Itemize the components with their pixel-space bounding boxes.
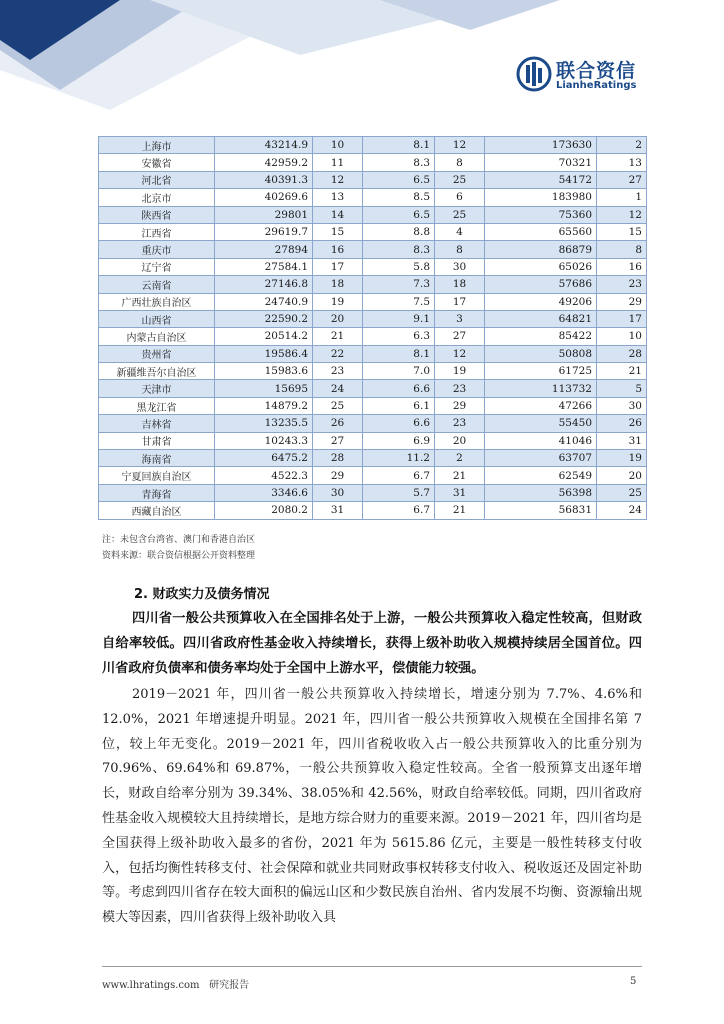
value-cell: 12 xyxy=(313,171,363,188)
value-cell: 75360 xyxy=(485,206,597,223)
table-row xyxy=(99,467,647,484)
value-cell: 8.1 xyxy=(363,137,435,154)
table-row xyxy=(99,397,647,414)
table-row xyxy=(99,450,647,467)
region-name-cell: 天津市 xyxy=(99,380,215,397)
value-cell: 57686 xyxy=(485,276,597,293)
region-name-cell: 青海省 xyxy=(99,484,215,501)
value-cell: 29 xyxy=(597,293,647,310)
section-body: 2019－2021 年，四川省一般公共预算收入持续增长，增速分别为 7.7%、4.6%和 12.0%，2021 年增速提升明显。2021 年，四川省一般公共预算收入规模在全国排名第 7 位，较上年无变化。2019－2021 年，四川省税收收入占一般公共预算收入的比重分别为 70.96%、69.64%和 69.87%，一般公共预算收入稳定性较高。全省一般预算支出逐年增长，财政自给率分别为 39.34%、38.05%和 42.56%，财政自给率较低。同期，四川省政府性基金收入规模较大且持续增长，是地方综合财力的重要来源。2019－2021 年，四川省均是全国获得上级补助收入最多的省份，2021 年为 5615.86 亿元，主要是一般性转移支付收入，包括均衡性转移支付、社会保障和就业共同财政事权转移支付收入、税收返还及固定补助等。考虑到四川省存在较大面积的偏远山区和少数民族自治州、省内发展不均衡、资源输出规模大等因素，四川省获得上级补助收入具 xyxy=(102,687,642,926)
region-name-cell: 甘肃省 xyxy=(99,432,215,449)
value-cell: 8.3 xyxy=(363,241,435,258)
value-cell: 47266 xyxy=(485,397,597,414)
value-cell: 25 xyxy=(435,206,485,223)
table-body xyxy=(99,137,647,520)
value-cell: 8.5 xyxy=(363,189,435,206)
value-cell: 17 xyxy=(435,293,485,310)
value-cell: 15 xyxy=(597,223,647,240)
value-cell: 12 xyxy=(435,137,485,154)
value-cell: 86879 xyxy=(485,241,597,258)
value-cell: 6.7 xyxy=(363,502,435,519)
value-cell: 22590.2 xyxy=(215,310,313,327)
region-name-cell: 上海市 xyxy=(99,137,215,154)
value-cell: 24 xyxy=(597,502,647,519)
value-cell: 19586.4 xyxy=(215,345,313,362)
region-name-cell: 山西省 xyxy=(99,310,215,327)
value-cell: 12 xyxy=(597,206,647,223)
value-cell: 29 xyxy=(313,467,363,484)
value-cell: 6.1 xyxy=(363,397,435,414)
footer-label: 研究报告 xyxy=(209,980,250,991)
value-cell: 30 xyxy=(597,397,647,414)
value-cell: 8.3 xyxy=(363,154,435,171)
region-name-cell: 陕西省 xyxy=(99,206,215,223)
region-name-cell: 海南省 xyxy=(99,450,215,467)
region-name-cell: 江西省 xyxy=(99,223,215,240)
value-cell: 20 xyxy=(313,310,363,327)
value-cell: 27 xyxy=(313,432,363,449)
value-cell: 42959.2 xyxy=(215,154,313,171)
value-cell: 21 xyxy=(597,363,647,380)
region-name-cell: 宁夏回族自治区 xyxy=(99,467,215,484)
value-cell: 183980 xyxy=(485,189,597,206)
value-cell: 23 xyxy=(313,363,363,380)
value-cell: 7.5 xyxy=(363,293,435,310)
value-cell: 17 xyxy=(597,310,647,327)
value-cell: 25 xyxy=(597,484,647,501)
value-cell: 61725 xyxy=(485,363,597,380)
value-cell: 7.0 xyxy=(363,363,435,380)
table-row xyxy=(99,206,647,223)
value-cell: 31 xyxy=(313,502,363,519)
section-summary: 四川省一般公共预算收入在全国排名处于上游，一般公共预算收入稳定性较高，但财政自给率较低。四川省政府性基金收入持续增长，获得上级补助收入规模持续居全国首位。四川省政府负债率和债务率均处于全国中上游水平，偿债能力较强。 xyxy=(102,611,642,676)
value-cell: 41046 xyxy=(485,432,597,449)
table-source: 资料来源：联合资信根据公开资料整理 xyxy=(102,551,256,561)
region-name-cell: 云南省 xyxy=(99,276,215,293)
table-row xyxy=(99,137,647,154)
value-cell: 4 xyxy=(435,223,485,240)
value-cell: 7.3 xyxy=(363,276,435,293)
table-row xyxy=(99,380,647,397)
value-cell: 2080.2 xyxy=(215,502,313,519)
value-cell: 8 xyxy=(435,154,485,171)
value-cell: 15 xyxy=(313,223,363,240)
footer-divider xyxy=(102,966,642,967)
brand-logo xyxy=(516,54,646,94)
value-cell: 6.9 xyxy=(363,432,435,449)
value-cell: 14 xyxy=(313,206,363,223)
value-cell: 5.8 xyxy=(363,258,435,275)
value-cell: 22 xyxy=(313,345,363,362)
region-name-cell: 广西壮族自治区 xyxy=(99,293,215,310)
value-cell: 40269.6 xyxy=(215,189,313,206)
value-cell: 17 xyxy=(313,258,363,275)
value-cell: 10 xyxy=(597,328,647,345)
value-cell: 54172 xyxy=(485,171,597,188)
value-cell: 5.7 xyxy=(363,484,435,501)
value-cell: 20 xyxy=(435,432,485,449)
value-cell: 8.1 xyxy=(363,345,435,362)
value-cell: 3 xyxy=(435,310,485,327)
value-cell: 40391.3 xyxy=(215,171,313,188)
region-name-cell: 重庆市 xyxy=(99,241,215,258)
value-cell: 28 xyxy=(313,450,363,467)
value-cell: 65560 xyxy=(485,223,597,240)
region-name-cell: 吉林省 xyxy=(99,415,215,432)
value-cell: 70321 xyxy=(485,154,597,171)
value-cell: 14879.2 xyxy=(215,397,313,414)
region-name-cell: 辽宁省 xyxy=(99,258,215,275)
value-cell: 6475.2 xyxy=(215,450,313,467)
brand-name-cn: 联合资信 xyxy=(556,60,637,82)
value-cell: 18 xyxy=(435,276,485,293)
region-name-cell: 贵州省 xyxy=(99,345,215,362)
table-row xyxy=(99,276,647,293)
value-cell: 21 xyxy=(313,328,363,345)
value-cell: 4522.3 xyxy=(215,467,313,484)
value-cell: 11.2 xyxy=(363,450,435,467)
value-cell: 29619.7 xyxy=(215,223,313,240)
value-cell: 11 xyxy=(313,154,363,171)
value-cell: 10243.3 xyxy=(215,432,313,449)
page-number: 5 xyxy=(630,976,637,987)
value-cell: 8 xyxy=(435,241,485,258)
table-row xyxy=(99,345,647,362)
value-cell: 56398 xyxy=(485,484,597,501)
value-cell: 15983.6 xyxy=(215,363,313,380)
value-cell: 113732 xyxy=(485,380,597,397)
value-cell: 18 xyxy=(313,276,363,293)
value-cell: 28 xyxy=(597,345,647,362)
value-cell: 173630 xyxy=(485,137,597,154)
value-cell: 5 xyxy=(597,380,647,397)
value-cell: 30 xyxy=(435,258,485,275)
value-cell: 21 xyxy=(435,467,485,484)
value-cell: 30 xyxy=(313,484,363,501)
value-cell: 31 xyxy=(435,484,485,501)
value-cell: 56831 xyxy=(485,502,597,519)
table-row xyxy=(99,484,647,501)
table-row xyxy=(99,154,647,171)
value-cell: 63707 xyxy=(485,450,597,467)
value-cell: 1 xyxy=(597,189,647,206)
value-cell: 6 xyxy=(435,189,485,206)
value-cell: 13 xyxy=(597,154,647,171)
table-row xyxy=(99,189,647,206)
region-name-cell: 北京市 xyxy=(99,189,215,206)
value-cell: 43214.9 xyxy=(215,137,313,154)
table-row xyxy=(99,171,647,188)
value-cell: 2 xyxy=(597,137,647,154)
value-cell: 49206 xyxy=(485,293,597,310)
table-row xyxy=(99,363,647,380)
section-title: 2. 财政实力及债务情况 xyxy=(134,587,270,602)
value-cell: 9.1 xyxy=(363,310,435,327)
value-cell: 20514.2 xyxy=(215,328,313,345)
value-cell: 85422 xyxy=(485,328,597,345)
value-cell: 27146.8 xyxy=(215,276,313,293)
value-cell: 27 xyxy=(435,328,485,345)
value-cell: 13 xyxy=(313,189,363,206)
value-cell: 55450 xyxy=(485,415,597,432)
table-row xyxy=(99,241,647,258)
value-cell: 25 xyxy=(435,171,485,188)
value-cell: 27894 xyxy=(215,241,313,258)
value-cell: 19 xyxy=(313,293,363,310)
value-cell: 27 xyxy=(597,171,647,188)
value-cell: 23 xyxy=(435,380,485,397)
region-name-cell: 安徽省 xyxy=(99,154,215,171)
value-cell: 6.5 xyxy=(363,206,435,223)
table-row xyxy=(99,328,647,345)
footer-source xyxy=(102,976,249,991)
region-name-cell: 新疆维吾尔自治区 xyxy=(99,363,215,380)
brand-name-en: LianheRatings xyxy=(556,80,637,91)
table-row xyxy=(99,223,647,240)
value-cell: 6.6 xyxy=(363,380,435,397)
table-row xyxy=(99,415,647,432)
value-cell: 8 xyxy=(597,241,647,258)
footer-site-link[interactable]: www.lhratings.com xyxy=(102,980,200,991)
value-cell: 15695 xyxy=(215,380,313,397)
value-cell: 31 xyxy=(597,432,647,449)
lianhe-logo-icon xyxy=(516,56,552,92)
value-cell: 26 xyxy=(313,415,363,432)
value-cell: 25 xyxy=(313,397,363,414)
value-cell: 13235.5 xyxy=(215,415,313,432)
table-row xyxy=(99,310,647,327)
value-cell: 64821 xyxy=(485,310,597,327)
value-cell: 24 xyxy=(313,380,363,397)
value-cell: 26 xyxy=(597,415,647,432)
region-name-cell: 西藏自治区 xyxy=(99,502,215,519)
value-cell: 19 xyxy=(435,363,485,380)
table-note: 注：未包含台湾省、澳门和香港自治区 xyxy=(102,535,256,545)
value-cell: 62549 xyxy=(485,467,597,484)
value-cell: 16 xyxy=(313,241,363,258)
table-row xyxy=(99,293,647,310)
value-cell: 23 xyxy=(435,415,485,432)
value-cell: 8.8 xyxy=(363,223,435,240)
value-cell: 16 xyxy=(597,258,647,275)
value-cell: 6.7 xyxy=(363,467,435,484)
value-cell: 27584.1 xyxy=(215,258,313,275)
value-cell: 19 xyxy=(597,450,647,467)
value-cell: 21 xyxy=(435,502,485,519)
province-ranking-table xyxy=(98,136,647,520)
value-cell: 6.3 xyxy=(363,328,435,345)
region-name-cell: 内蒙古自治区 xyxy=(99,328,215,345)
value-cell: 12 xyxy=(435,345,485,362)
region-name-cell: 黑龙江省 xyxy=(99,397,215,414)
value-cell: 6.6 xyxy=(363,415,435,432)
value-cell: 50808 xyxy=(485,345,597,362)
value-cell: 65026 xyxy=(485,258,597,275)
value-cell: 24740.9 xyxy=(215,293,313,310)
region-name-cell: 河北省 xyxy=(99,171,215,188)
value-cell: 23 xyxy=(597,276,647,293)
value-cell: 10 xyxy=(313,137,363,154)
value-cell: 20 xyxy=(597,467,647,484)
value-cell: 29801 xyxy=(215,206,313,223)
value-cell: 29 xyxy=(435,397,485,414)
table-row xyxy=(99,432,647,449)
value-cell: 3346.6 xyxy=(215,484,313,501)
value-cell: 2 xyxy=(435,450,485,467)
table-row xyxy=(99,502,647,519)
table-row xyxy=(99,258,647,275)
value-cell: 6.5 xyxy=(363,171,435,188)
